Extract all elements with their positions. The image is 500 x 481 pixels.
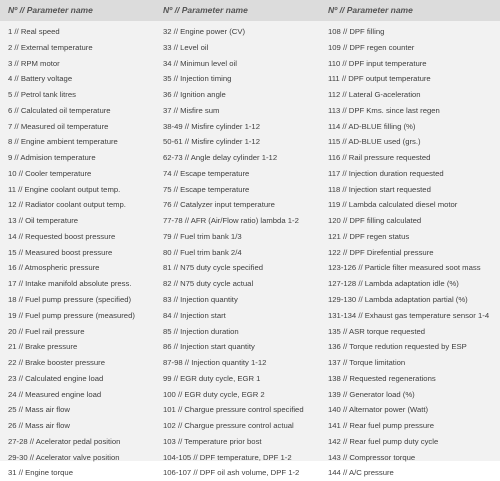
parameter-row: 21 // Brake pressure <box>8 342 78 352</box>
parameter-row: 121 // DPF regen status <box>328 231 410 241</box>
parameter-row: 117 // Injection duration requested <box>328 168 444 178</box>
parameter-row: 115 // AD-BLUE used (grs.) <box>328 137 421 147</box>
parameter-column-3 <box>328 24 498 481</box>
parameter-row: 85 // Injection duration <box>163 326 239 336</box>
parameter-row: 110 // DPF input temperature <box>328 58 427 68</box>
parameter-column-2 <box>163 24 323 481</box>
parameter-row: 7 // Measured oil temperature <box>8 121 109 131</box>
parameter-row: 81 // N75 duty cycle specified <box>163 263 263 273</box>
parameter-row: 80 // Fuel trim bank 2/4 <box>163 247 242 257</box>
parameter-row: 82 // N75 duty cycle actual <box>163 279 254 289</box>
parameter-row: 123-126 // Particle filter measured soot mass <box>328 263 481 273</box>
parameter-row: 127-128 // Lambda adaptation idle (%) <box>328 279 459 289</box>
parameter-row: 113 // DPF Kms. since last regen <box>328 105 440 115</box>
parameter-row: 11 // Engine coolant output temp. <box>8 184 121 194</box>
parameter-row: 77-78 // AFR (Air/Flow ratio) lambda 1-2 <box>163 216 299 226</box>
parameter-row: 144 // A/C pressure <box>328 468 394 478</box>
header-col-1: Nº // Parameter name <box>8 5 93 15</box>
parameter-row: 106-107 // DPF oil ash volume, DPF 1-2 <box>163 468 300 478</box>
parameter-row: 116 // Rail pressure requested <box>328 153 431 163</box>
parameter-row: 86 // Injection start quantity <box>163 342 255 352</box>
parameter-row: 111 // DPF output temperature <box>328 74 431 84</box>
parameter-row: 29-30 // Acelerator valve position <box>8 452 120 462</box>
parameter-row: 34 // Minimun level oil <box>163 58 237 68</box>
parameter-row: 75 // Escape temperature <box>163 184 250 194</box>
parameter-row: 100 // EGR duty cycle, EGR 2 <box>163 389 265 399</box>
parameter-row: 35 // Injection timing <box>163 74 232 84</box>
parameter-row: 4 // Battery voltage <box>8 74 73 84</box>
parameter-row: 79 // Fuel trim bank 1/3 <box>163 231 242 241</box>
parameter-row: 32 // Engine power (CV) <box>163 27 246 36</box>
parameter-row: 135 // ASR torque requested <box>328 326 426 336</box>
parameter-row: 50-61 // Misfire cylinder 1-12 <box>163 137 260 147</box>
parameter-row: 140 // Alternator power (Watt) <box>328 405 429 415</box>
parameter-row: 38-49 // Misfire cylinder 1-12 <box>163 121 260 131</box>
parameter-row: 20 // Fuel rail pressure <box>8 326 85 336</box>
parameter-row: 108 // DPF filling <box>328 27 385 36</box>
parameter-row: 129-130 // Lambda adaptation partial (%) <box>328 295 468 305</box>
parameter-row: 14 // Requested boost pressure <box>8 231 116 241</box>
parameter-row: 136 // Torque redution requested by ESP <box>328 342 467 352</box>
header-col-2: Nº // Parameter name <box>163 5 248 15</box>
parameter-row: 109 // DPF regen counter <box>328 42 415 52</box>
parameter-row: 101 // Chargue pressure control specified <box>163 405 304 415</box>
parameter-row: 1 // Real speed <box>8 27 60 36</box>
parameter-row: 15 // Measured boost pressure <box>8 247 113 257</box>
parameter-row: 103 // Temperature prior bost <box>163 436 262 446</box>
parameter-column-1 <box>8 24 158 481</box>
parameter-row: 16 // Atmospheric pressure <box>8 263 100 273</box>
parameter-row: 12 // Radiator coolant output temp. <box>8 200 126 210</box>
parameter-row: 74 // Escape temperature <box>163 168 250 178</box>
parameter-row: 8 // Engine ambient temperature <box>8 137 118 147</box>
parameter-row: 141 // Rear fuel pump pressure <box>328 421 434 431</box>
parameter-row: 102 // Chargue pressure control actual <box>163 421 294 431</box>
parameter-row: 10 // Cooler temperature <box>8 168 92 178</box>
parameter-row: 120 // DPF filling calculated <box>328 216 422 226</box>
parameter-row: 143 // Compressor torque <box>328 452 416 462</box>
parameter-row: 18 // Fuel pump pressure (specified) <box>8 295 132 305</box>
parameter-row: 9 // Admision temperature <box>8 153 96 163</box>
parameter-row: 24 // Measured engine load <box>8 389 102 399</box>
header-col-3: Nº // Parameter name <box>328 5 413 15</box>
parameter-row: 31 // Engine torque <box>8 468 73 478</box>
parameter-row: 25 // Mass air flow <box>8 405 70 415</box>
parameter-row: 112 // Lateral G-aceleration <box>328 90 421 100</box>
parameter-row: 36 // Ignition angle <box>163 90 226 100</box>
parameter-row: 87-98 // Injection quantity 1-12 <box>163 358 267 368</box>
parameter-row: 3 // RPM motor <box>8 58 60 68</box>
parameter-row: 76 // Catalyzer input temperature <box>163 200 275 210</box>
parameter-row: 122 // DPF Direfential pressure <box>328 247 434 257</box>
parameter-row: 2 // External temperature <box>8 42 93 52</box>
parameter-row: 26 // Mass air flow <box>8 421 70 431</box>
parameter-row: 13 // Oil temperature <box>8 216 79 226</box>
parameter-row: 83 // Injection quantity <box>163 295 238 305</box>
parameter-row: 19 // Fuel pump pressure (measured) <box>8 310 135 320</box>
parameter-row: 17 // Intake manifold absolute press. <box>8 279 132 289</box>
parameter-row: 142 // Rear fuel pump duty cycle <box>328 436 439 446</box>
parameter-row: 104-105 // DPF temperature, DPF 1-2 <box>163 452 292 462</box>
parameter-row: 22 // Brake booster pressure <box>8 358 105 368</box>
parameter-row: 131-134 // Exhaust gas temperature sensor 1-4 <box>328 310 490 320</box>
parameter-row: 99 // EGR duty cycle, EGR 1 <box>163 373 261 383</box>
parameter-row: 33 // Level oil <box>163 42 209 52</box>
parameter-row: 139 // Generator load (%) <box>328 389 415 399</box>
parameter-row: 114 // AD-BLUE filling (%) <box>328 121 416 131</box>
parameter-row: 118 // Injection start requested <box>328 184 431 194</box>
parameter-row: 37 // Misfire sum <box>163 105 220 115</box>
parameter-row: 6 // Calculated oil temperature <box>8 105 111 115</box>
parameter-row: 84 // Injection start <box>163 310 226 320</box>
parameter-row: 5 // Petrol tank litres <box>8 90 76 100</box>
parameter-row: 137 // Torque limitation <box>328 358 406 368</box>
parameter-row: 138 // Requested regenerations <box>328 373 436 383</box>
parameter-row: 119 // Lambda calculated diesel motor <box>328 200 458 210</box>
parameter-row: 62-73 // Angle delay cylinder 1-12 <box>163 153 278 163</box>
parameter-row: 23 // Calculated engine load <box>8 373 104 383</box>
parameter-row: 27-28 // Acelerator pedal position <box>8 436 121 446</box>
